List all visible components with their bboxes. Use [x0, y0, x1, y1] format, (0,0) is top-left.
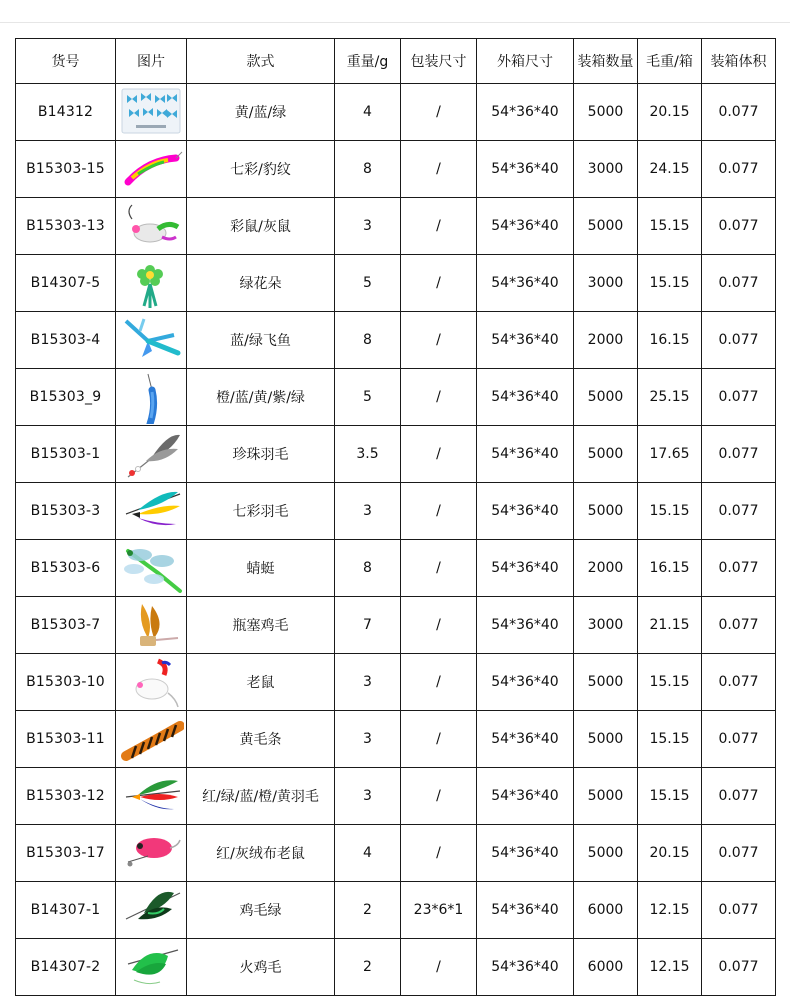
rainbow-feather-icon	[118, 484, 184, 538]
product-code: B14307-5	[16, 255, 116, 312]
product-pack-size: /	[401, 369, 477, 426]
product-carton-size: 54*36*40	[477, 939, 574, 996]
table-row	[16, 312, 776, 369]
product-gross-weight: 20.15	[638, 84, 702, 141]
product-weight: 2	[335, 939, 401, 996]
product-carton-qty: 6000	[574, 939, 638, 996]
cork-feather-icon	[118, 598, 184, 652]
product-carton-size: 54*36*40	[477, 426, 574, 483]
header-gross-weight: 毛重/箱	[638, 39, 702, 84]
product-style: 七彩/豹纹	[187, 141, 335, 198]
product-gross-weight: 15.15	[638, 483, 702, 540]
product-code: B15303_9	[16, 369, 116, 426]
toy-mouse-icon	[118, 199, 184, 253]
product-carton-volume: 0.077	[702, 312, 776, 369]
product-gross-weight: 16.15	[638, 540, 702, 597]
product-weight: 3	[335, 711, 401, 768]
product-weight: 4	[335, 825, 401, 882]
product-pack-size: /	[401, 255, 477, 312]
product-carton-volume: 0.077	[702, 426, 776, 483]
product-style: 红/灰绒布老鼠	[187, 825, 335, 882]
product-carton-qty: 5000	[574, 654, 638, 711]
table-row	[16, 882, 776, 939]
product-weight: 3	[335, 483, 401, 540]
header-carton-size: 外箱尺寸	[477, 39, 574, 84]
product-gross-weight: 12.15	[638, 939, 702, 996]
product-carton-qty: 3000	[574, 141, 638, 198]
product-picture	[116, 84, 187, 141]
product-picture	[116, 369, 187, 426]
product-carton-size: 54*36*40	[477, 255, 574, 312]
product-gross-weight: 15.15	[638, 198, 702, 255]
product-gross-weight: 25.15	[638, 369, 702, 426]
product-carton-size: 54*36*40	[477, 540, 574, 597]
product-code: B15303-1	[16, 426, 116, 483]
product-code: B15303-13	[16, 198, 116, 255]
product-weight: 2	[335, 882, 401, 939]
product-style: 蓝/绿飞鱼	[187, 312, 335, 369]
product-code: B15303-3	[16, 483, 116, 540]
table-row	[16, 84, 776, 141]
table-row	[16, 825, 776, 882]
product-style: 黄毛条	[187, 711, 335, 768]
product-code: B15303-6	[16, 540, 116, 597]
rainbow-leopard-toy-icon	[118, 142, 184, 196]
table-row	[16, 426, 776, 483]
product-code: B14312	[16, 84, 116, 141]
product-pack-size: /	[401, 825, 477, 882]
product-carton-qty: 2000	[574, 540, 638, 597]
table-row	[16, 198, 776, 255]
table-header-row	[16, 39, 776, 84]
product-carton-volume: 0.077	[702, 597, 776, 654]
product-pack-size: /	[401, 198, 477, 255]
product-gross-weight: 16.15	[638, 312, 702, 369]
table-row	[16, 369, 776, 426]
product-carton-qty: 5000	[574, 768, 638, 825]
flying-fish-toy-icon	[118, 313, 184, 367]
product-carton-qty: 5000	[574, 825, 638, 882]
product-carton-volume: 0.077	[702, 255, 776, 312]
product-weight: 5	[335, 369, 401, 426]
header-carton-volume: 装箱体积	[702, 39, 776, 84]
header-picture: 图片	[116, 39, 187, 84]
product-picture	[116, 939, 187, 996]
product-pack-size: /	[401, 141, 477, 198]
product-gross-weight: 15.15	[638, 768, 702, 825]
product-code: B15303-12	[16, 768, 116, 825]
product-gross-weight: 17.65	[638, 426, 702, 483]
green-chicken-feather-icon	[118, 883, 184, 937]
product-carton-qty: 5000	[574, 198, 638, 255]
product-carton-volume: 0.077	[702, 198, 776, 255]
product-weight: 5	[335, 255, 401, 312]
product-carton-size: 54*36*40	[477, 768, 574, 825]
table-row	[16, 255, 776, 312]
product-picture	[116, 597, 187, 654]
butterfly-card-icon	[118, 85, 184, 139]
product-carton-volume: 0.077	[702, 369, 776, 426]
product-style: 红/绿/蓝/橙/黄羽毛	[187, 768, 335, 825]
product-code: B15303-4	[16, 312, 116, 369]
tiger-stripe-toy-icon	[118, 712, 184, 766]
table-row	[16, 597, 776, 654]
product-picture	[116, 483, 187, 540]
product-weight: 3	[335, 654, 401, 711]
product-carton-size: 54*36*40	[477, 597, 574, 654]
header-code: 货号	[16, 39, 116, 84]
product-carton-size: 54*36*40	[477, 483, 574, 540]
product-pack-size: /	[401, 711, 477, 768]
product-style: 瓶塞鸡毛	[187, 597, 335, 654]
product-style: 老鼠	[187, 654, 335, 711]
pearl-feather-icon	[118, 427, 184, 481]
product-picture	[116, 711, 187, 768]
product-code: B14307-2	[16, 939, 116, 996]
product-carton-volume: 0.077	[702, 882, 776, 939]
product-weight: 4	[335, 84, 401, 141]
product-gross-weight: 15.15	[638, 711, 702, 768]
product-carton-volume: 0.077	[702, 711, 776, 768]
product-weight: 8	[335, 312, 401, 369]
product-carton-size: 54*36*40	[477, 882, 574, 939]
product-pack-size: /	[401, 84, 477, 141]
table-row	[16, 540, 776, 597]
product-gross-weight: 12.15	[638, 882, 702, 939]
table-row	[16, 939, 776, 996]
product-carton-size: 54*36*40	[477, 825, 574, 882]
product-weight: 8	[335, 141, 401, 198]
product-gross-weight: 20.15	[638, 825, 702, 882]
product-carton-volume: 0.077	[702, 540, 776, 597]
product-code: B14307-1	[16, 882, 116, 939]
product-code: B15303-10	[16, 654, 116, 711]
table-row	[16, 768, 776, 825]
product-style: 火鸡毛	[187, 939, 335, 996]
product-picture	[116, 654, 187, 711]
product-code: B15303-15	[16, 141, 116, 198]
product-pack-size: /	[401, 540, 477, 597]
blue-tassel-toy-icon	[118, 370, 184, 424]
product-picture	[116, 198, 187, 255]
product-carton-size: 54*36*40	[477, 312, 574, 369]
header-carton-qty: 装箱数量	[574, 39, 638, 84]
product-picture	[116, 141, 187, 198]
mixed-feather-icon	[118, 769, 184, 823]
product-picture	[116, 426, 187, 483]
product-style: 蜻蜓	[187, 540, 335, 597]
product-gross-weight: 15.15	[638, 654, 702, 711]
product-style: 橙/蓝/黄/紫/绿	[187, 369, 335, 426]
product-style: 鸡毛绿	[187, 882, 335, 939]
plush-mouse-toy-icon	[118, 826, 184, 880]
table-row	[16, 483, 776, 540]
header-weight: 重量/g	[335, 39, 401, 84]
product-picture	[116, 255, 187, 312]
product-carton-volume: 0.077	[702, 483, 776, 540]
product-carton-volume: 0.077	[702, 654, 776, 711]
product-carton-qty: 3000	[574, 597, 638, 654]
product-picture	[116, 882, 187, 939]
product-carton-qty: 6000	[574, 882, 638, 939]
product-carton-qty: 3000	[574, 255, 638, 312]
product-pack-size: /	[401, 939, 477, 996]
product-spec-table	[15, 38, 776, 996]
product-gross-weight: 21.15	[638, 597, 702, 654]
table-row	[16, 711, 776, 768]
product-carton-size: 54*36*40	[477, 141, 574, 198]
product-gross-weight: 15.15	[638, 255, 702, 312]
product-carton-qty: 5000	[574, 369, 638, 426]
product-picture	[116, 540, 187, 597]
product-picture	[116, 312, 187, 369]
turkey-feather-icon	[118, 940, 184, 994]
table-row	[16, 141, 776, 198]
product-carton-qty: 5000	[574, 84, 638, 141]
product-pack-size: 23*6*1	[401, 882, 477, 939]
product-carton-volume: 0.077	[702, 825, 776, 882]
product-carton-volume: 0.077	[702, 84, 776, 141]
product-pack-size: /	[401, 768, 477, 825]
product-weight: 3.5	[335, 426, 401, 483]
product-pack-size: /	[401, 426, 477, 483]
product-picture	[116, 825, 187, 882]
product-carton-size: 54*36*40	[477, 369, 574, 426]
product-pack-size: /	[401, 597, 477, 654]
product-carton-size: 54*36*40	[477, 84, 574, 141]
product-carton-qty: 2000	[574, 312, 638, 369]
product-weight: 7	[335, 597, 401, 654]
product-style: 彩鼠/灰鼠	[187, 198, 335, 255]
product-carton-size: 54*36*40	[477, 654, 574, 711]
product-carton-volume: 0.077	[702, 939, 776, 996]
product-carton-volume: 0.077	[702, 141, 776, 198]
product-weight: 3	[335, 768, 401, 825]
white-mouse-toy-icon	[118, 655, 184, 709]
product-picture	[116, 768, 187, 825]
product-carton-size: 54*36*40	[477, 711, 574, 768]
product-code: B15303-7	[16, 597, 116, 654]
product-carton-size: 54*36*40	[477, 198, 574, 255]
product-pack-size: /	[401, 483, 477, 540]
product-gross-weight: 24.15	[638, 141, 702, 198]
product-code: B15303-17	[16, 825, 116, 882]
header-style: 款式	[187, 39, 335, 84]
product-style: 七彩羽毛	[187, 483, 335, 540]
product-carton-qty: 5000	[574, 711, 638, 768]
product-pack-size: /	[401, 654, 477, 711]
top-divider	[0, 22, 790, 23]
product-style: 珍珠羽毛	[187, 426, 335, 483]
dragonfly-toy-icon	[118, 541, 184, 595]
header-pack-size: 包装尺寸	[401, 39, 477, 84]
product-code: B15303-11	[16, 711, 116, 768]
product-carton-qty: 5000	[574, 483, 638, 540]
product-weight: 8	[335, 540, 401, 597]
product-style: 黄/蓝/绿	[187, 84, 335, 141]
product-carton-qty: 5000	[574, 426, 638, 483]
product-carton-volume: 0.077	[702, 768, 776, 825]
green-flower-toy-icon	[118, 256, 184, 310]
product-style: 绿花朵	[187, 255, 335, 312]
product-pack-size: /	[401, 312, 477, 369]
table-row	[16, 654, 776, 711]
product-weight: 3	[335, 198, 401, 255]
